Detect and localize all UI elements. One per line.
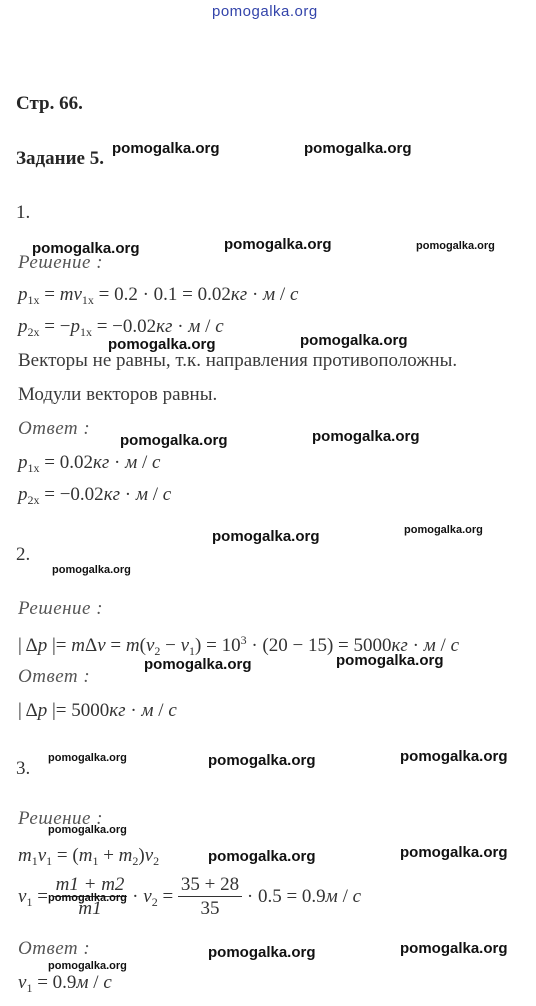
part1-answer-label: Ответ :	[18, 418, 91, 439]
part1-text-vectors: Векторы не равны, т.к. направления противоположны.	[18, 350, 458, 371]
part3-formula-v1: $v_1$ = $\frac{m1 + m2}{m1}$ · $v_2$ = $\frac{35 + 28}{35}$ · 0.5 = 0.9м / с	[18, 874, 362, 919]
part2-answer-label: Ответ :	[18, 666, 91, 687]
part1-text-moduli: Модули векторов равны.	[18, 384, 218, 405]
part1-solution-label: Решение :	[18, 252, 104, 273]
watermark: pomogalka.org	[304, 140, 412, 157]
watermark: pomogalka.org	[312, 428, 420, 445]
part2-solution-label: Решение :	[18, 598, 104, 619]
part1-formula-p1x: $p_{1x} = mv_{1x} = 0.2 \cdot 0.1 = 0.02кг \cdot м / с$	[18, 284, 299, 307]
page-header: Стр. 66.	[16, 93, 83, 114]
watermark: pomogalka.org	[108, 336, 216, 353]
watermark: pomogalka.org	[416, 240, 495, 252]
part1-answer-p2x: $p_{2x} = -0.02кг \cdot м / с$	[18, 484, 172, 507]
task-title: Задание 5.	[16, 148, 104, 169]
part3-answer: $v_1 = 0.9м / с$	[18, 972, 112, 995]
watermark: pomogalka.org	[208, 848, 316, 865]
watermark: pomogalka.org	[52, 564, 131, 576]
fraction-masses: $\frac{m1 + m2}{m1}$	[53, 874, 128, 921]
part1-formula-p2x: $p_{2x} = -p_{1x} = -0.02кг \cdot м / с$	[18, 316, 224, 339]
watermark: pomogalka.org	[112, 140, 220, 157]
watermark: pomogalka.org	[48, 892, 127, 904]
watermark: pomogalka.org	[208, 752, 316, 769]
watermark: pomogalka.org	[400, 748, 508, 765]
watermark: pomogalka.org	[120, 432, 228, 449]
watermark: pomogalka.org	[48, 960, 127, 972]
part3-number: 3.	[16, 758, 31, 779]
part3-answer-label: Ответ :	[18, 938, 91, 959]
watermark: pomogalka.org	[212, 528, 320, 545]
part2-answer: | Δp |= 5000кг · м / с	[18, 700, 177, 721]
part1-answer-p1x: $p_{1x} = 0.02кг \cdot м / с$	[18, 452, 161, 475]
part3-formula-momentum: $m_1v_1 = (m_1 + m_2)v_2$	[18, 845, 160, 868]
fraction-values: $\frac{35 + 28}{35}$	[178, 874, 242, 921]
watermark: pomogalka.org	[224, 236, 332, 253]
watermark: pomogalka.org	[208, 944, 316, 961]
watermark: pomogalka.org	[300, 332, 408, 349]
part1-number: 1.	[16, 202, 31, 223]
watermark: pomogalka.org	[48, 824, 127, 836]
part3-solution-label: Решение :	[18, 808, 104, 829]
part2-number: 2.	[16, 544, 31, 565]
watermark-top: pomogalka.org	[212, 3, 318, 20]
watermark: pomogalka.org	[400, 844, 508, 861]
watermark: pomogalka.org	[404, 524, 483, 536]
watermark: pomogalka.org	[48, 752, 127, 764]
watermark: pomogalka.org	[32, 240, 140, 257]
watermark: pomogalka.org	[144, 656, 252, 673]
watermark: pomogalka.org	[400, 940, 508, 957]
watermark: pomogalka.org	[336, 652, 444, 669]
part2-formula: | Δp |= $m\Delta v = m(v_2 - v_1) = 10^3 \cdot (20 - 15) = 5000кг \cdot м / с$	[18, 633, 459, 658]
